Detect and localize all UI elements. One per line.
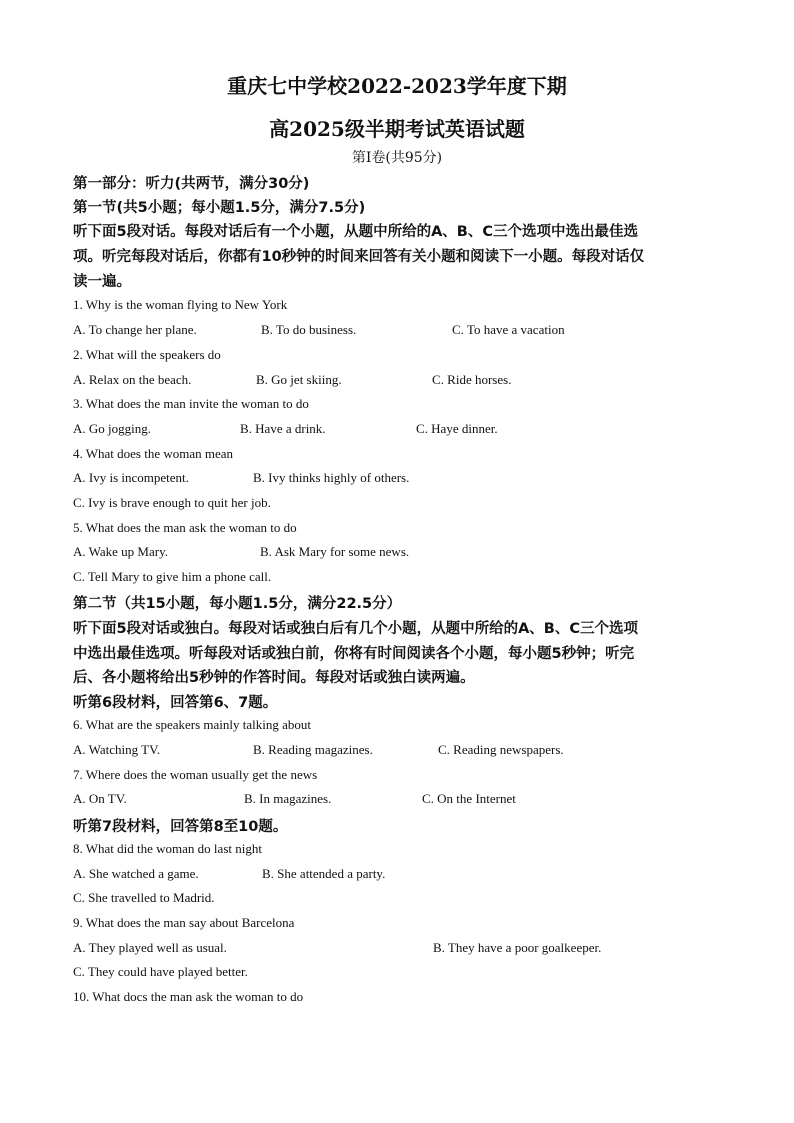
question-4: 4. What does the woman mean [73,446,234,461]
exam-title: 高2025级半期考试英语试题 [269,117,525,141]
question-6-option-c: C. Reading newspapers. [438,742,564,757]
question-7-option-c: C. On the Internet [422,791,516,806]
question-7-option-a: A. On TV. [73,791,127,806]
question-1: 1. Why is the woman flying to New York [73,297,288,312]
section1-instruction-line: 听下面5段对话。每段对话后有一个小题，从题中所给的A、B、C三个选项中选出最佳选 [73,224,639,240]
question-2-option-a: A. Relax on the beach. [73,372,192,387]
material-6-heading: 听第6段材料，回答第6、7题。 [73,695,278,711]
part1-heading: 第一部分：听力(共两节，满分30分) [73,176,310,192]
question-5: 5. What does the man ask the woman to do [73,520,297,535]
question-8: 8. What did the woman do last night [73,841,262,856]
question-6: 6. What are the speakers mainly talking about [73,717,312,732]
question-3-option-b: B. Have a drink. [240,421,326,436]
question-3: 3. What does the man invite the woman to do [73,396,309,411]
question-9: 9. What does the man say about Barcelona [73,915,295,930]
question-5-option-a: A. Wake up Mary. [73,544,168,559]
section1-instruction-line: 项。听完每段对话后，你都有10秒钟的时间来回答有关小题和阅读下一小题。每段对话仅 [73,249,645,265]
question-6-option-a: A. Watching TV. [73,742,161,757]
question-2-option-b: B. Go jet skiing. [256,372,342,387]
section1-instruction-line: 读一遍。 [73,274,131,290]
question-9-option-b: B. They have a poor goalkeeper. [433,940,602,955]
question-9-option-c: C. They could have played better. [73,964,248,979]
question-1-option-c: C. To have a vacation [452,322,565,337]
question-3-option-c: C. Haye dinner. [416,421,498,436]
section1-heading: 第一节(共5小题；每小题1.5分，满分7.5分) [73,200,366,216]
question-8-option-c: C. She travelled to Madrid. [73,890,215,905]
material-7-heading: 听第7段材料，回答第8至10题。 [73,819,288,835]
question-5-option-c: C. Tell Mary to give him a phone call. [73,569,272,584]
school-title: 重庆七中学校2022-2023学年度下期 [227,74,567,98]
question-4-option-c: C. Ivy is brave enough to quit her job. [73,495,271,510]
question-4-option-a: A. Ivy is incompetent. [73,470,189,485]
question-10: 10. What docs the man ask the woman to do [73,989,304,1004]
section2-instruction-line: 听下面5段对话或独白。每段对话或独白后有几个小题，从题中所给的A、B、C三个选项 [73,621,639,637]
question-8-option-b: B. She attended a party. [262,866,386,881]
question-7-option-b: B. In magazines. [244,791,332,806]
question-2-option-c: C. Ride horses. [432,372,512,387]
question-2: 2. What will the speakers do [73,347,221,362]
question-1-option-b: B. To do business. [261,322,357,337]
question-4-option-b: B. Ivy thinks highly of others. [253,470,410,485]
section2-instruction-line: 中选出最佳选项。听每段对话或独白前，你将有时间阅读各个小题，每小题5秒钟；听完 [73,646,635,662]
question-9-option-a: A. They played well as usual. [73,940,227,955]
section2-heading: 第二节（共15小题，每小题1.5分，满分22.5分） [73,596,402,612]
paper-label: 第Ⅰ卷(共95分) [351,150,443,166]
question-8-option-a: A. She watched a game. [73,866,199,881]
section2-instruction-line: 后、各小题将给出5秒钟的作答时间。每段对话或独白读两遍。 [73,670,475,686]
question-3-option-a: A. Go jogging. [73,421,151,436]
question-5-option-b: B. Ask Mary for some news. [260,544,410,559]
question-7: 7. Where does the woman usually get the news [73,767,318,782]
question-6-option-b: B. Reading magazines. [253,742,373,757]
question-1-option-a: A. To change her plane. [73,322,197,337]
